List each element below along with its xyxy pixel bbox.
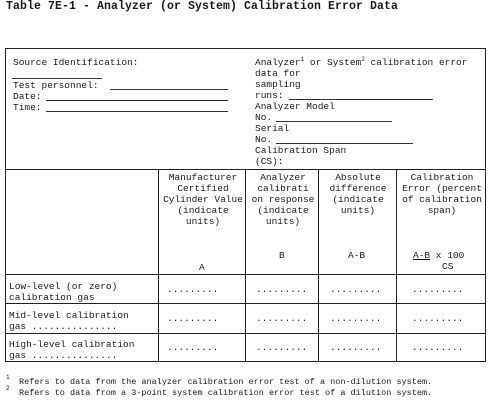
row-label-mid-level: Mid-level calibration [9,310,129,321]
row-label-high-level-2: gas ............... [9,350,118,361]
runs-label: runs: [255,90,284,101]
col-divider-1 [158,169,159,362]
col-code-a-minus-b: A-B [348,250,366,261]
col-divider-3 [318,169,319,362]
row2-cell-a: ......... [167,313,219,324]
calibration-error-heading: Analyzer$^1$ or System$^2$ calibration error [255,55,468,68]
row3-cell-error: ......... [412,342,464,353]
row1-cell-a: ......... [167,284,219,295]
personnel-underline [110,89,228,90]
serial-no-label: No. [255,134,273,145]
col-header-absolute-difference: Absolute difference (indicate units) [329,172,387,216]
row-label-low-level: Low-level (or zero) [9,281,118,292]
sampling-label: sampling [255,79,301,90]
footnote-2-text: Refers to data from a 3-point system calibration error test of a dilution system. [19,388,433,398]
time-label: Time: [13,102,42,113]
date-label: Date: [13,91,42,102]
col-code-b: B [279,250,285,261]
serial-no-underline [276,143,413,144]
row1-cell-diff: ......... [330,284,382,295]
table-title: Table 7E-1 - Analyzer (or System) Calibration Error Data [6,0,399,13]
col-divider-4 [396,169,397,362]
footnote-2-mark: 2 [6,385,10,392]
col-header-cylinder-value: Manufacturer Certified Cylinder Value (indicate units) [163,172,243,227]
calibration-error-formula-denominator: CS [442,261,454,272]
row1-cell-b: ......... [256,284,308,295]
cs-label: (CS): [255,156,284,167]
row3-cell-diff: ......... [330,342,382,353]
col-code-a: A [199,262,205,273]
footnote-1-text: Refers to data from the analyzer calibration error test of a non-dilution system. [19,377,433,387]
col-header-analyzer-response: Analyzer calibrati on response (indicate units) [251,172,315,227]
runs-underline [289,99,433,100]
model-no-label: No. [255,112,273,123]
data-for-label: data for [255,68,301,79]
serial-label: Serial [255,123,290,134]
model-no-underline [276,121,392,122]
row2-cell-b: ......... [256,313,308,324]
row2-cell-error: ......... [412,313,464,324]
footnote-1-mark: 1 [6,374,10,381]
source-identification-label: Source Identification: [13,57,139,68]
calibration-span-label: Calibration Span [255,145,347,156]
analyzer-model-label: Analyzer Model [255,101,335,112]
test-personnel-label: Test personnel: [13,80,99,91]
source-underline [12,78,102,79]
row-label-mid-level-2: gas ............... [9,321,118,332]
time-underline [46,111,228,112]
row-label-low-level-2: calibration gas [9,292,95,303]
row2-cell-diff: ......... [330,313,382,324]
row3-cell-a: ......... [167,342,219,353]
row3-cell-b: ......... [256,342,308,353]
calibration-error-formula: A-B x 100 [413,250,465,261]
col-divider-2 [245,169,246,362]
col-header-calibration-error: Calibration Error (percent of calibration span) [402,172,482,216]
date-underline [46,100,228,101]
row1-cell-error: ......... [412,284,464,295]
row-label-high-level: High-level calibration [9,339,135,350]
